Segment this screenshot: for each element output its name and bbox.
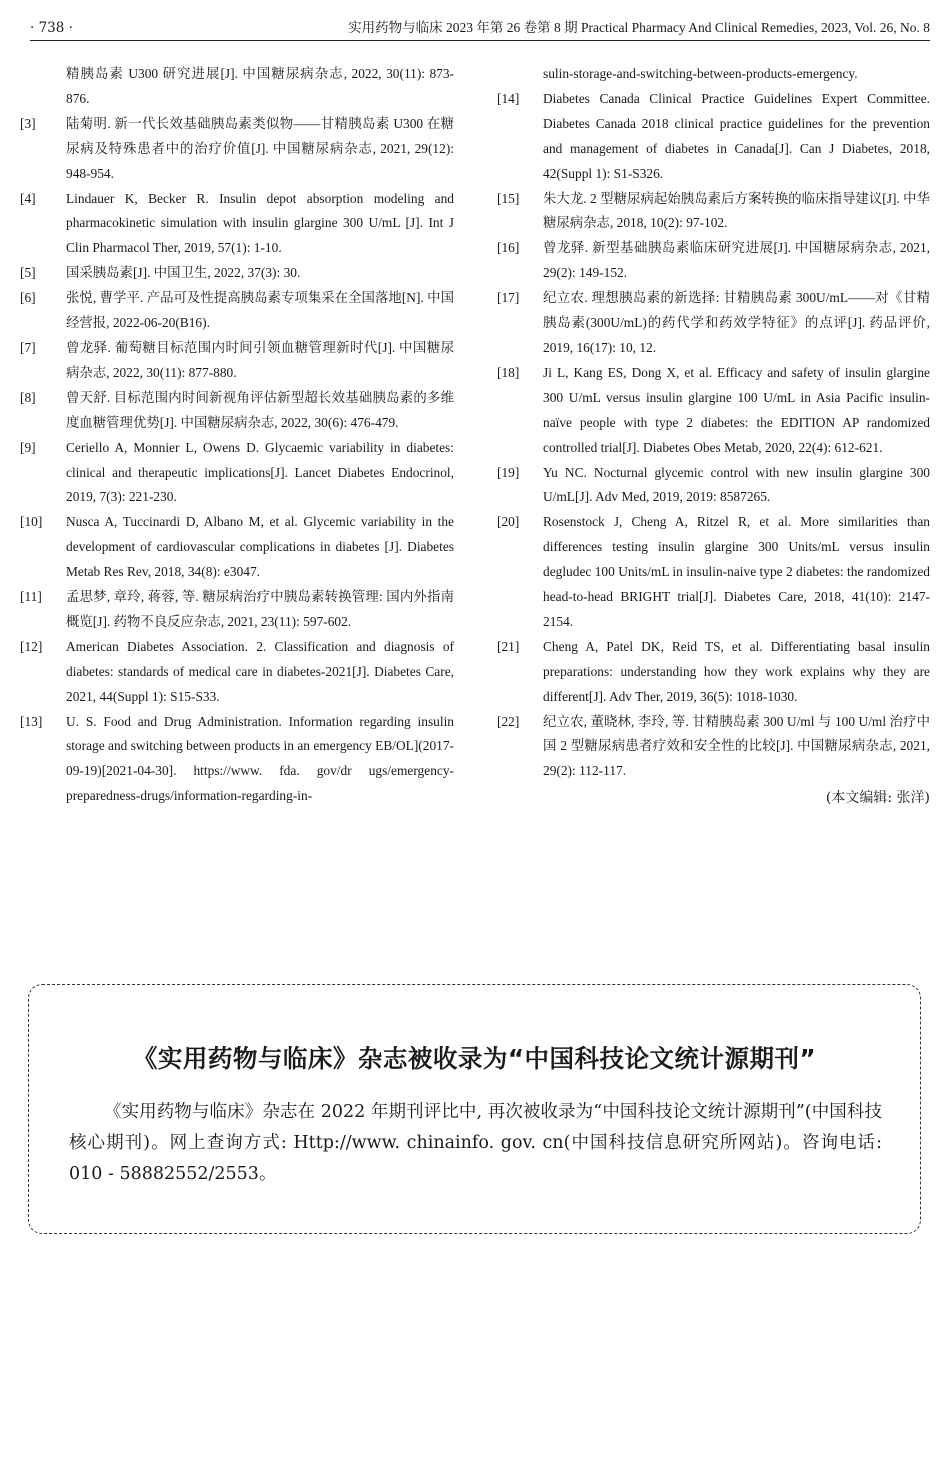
reference-item [497,510,930,635]
page-header [30,18,930,41]
notice-body: 《实用药物与临床》杂志在 2022 年期刊评比中, 再次被收录为“中国科技论文统计源期刊”(中国科技核心期刊)。网上查询方式: Http://www. chinainfo. gov. cn(中国科技信息研究所网站)。咨询电话: 010 - 58882552/2553。 [69,1102,882,1184]
reference-text: Lindauer K, Becker R. Insulin depot absorption modeling and pharmacokinetic simulation with insulin glargine 300 U/mL [J]. Int J Clin Pharmacol Ther, 2019, 57(1): 1-10. [66,190,454,256]
reference-number: [3] [20,115,36,131]
reference-text: sulin-storage-and-switching-between-products-emergency. [543,66,858,81]
reference-text: 朱大龙. 2 型糖尿病起始胰岛素后方案转换的临床指导建议[J]. 中华糖尿病杂志, 2018, 10(2): 97-102. [543,190,930,231]
reference-number: [10] [20,514,43,530]
editor-note: (本文编辑: 张洋) [825,790,930,807]
running-head: 实用药物与临床 2023 年第 26 卷第 8 期 Practical Pharmacy And Clinical Remedies, 2023, Vol. 26, No. 8 [348,20,930,35]
reference-text: 纪立农. 理想胰岛素的新选择: 甘精胰岛素 300U/mL——对《甘精胰岛素(300U/mL)的药代学和药效学特征》的点评[J]. 药品评价, 2019, 16(17): 10, 12. [543,290,930,355]
reference-text: Nusca A, Tuccinardi D, Albano M, et al. Glycemic variability in the development of cardiovascular complications in diabetes [J]. Diabetes Metab Res Rev, 2018, 34(8): e3047. [66,514,454,580]
reference-item [20,585,454,635]
reference-number: [5] [20,265,36,281]
reference-item [20,187,454,262]
reference-number: [4] [20,190,36,206]
right-column [497,62,930,810]
reference-text: 曾天舒. 目标范围内时间新视角评估新型超长效基础胰岛素的多维度血糖管理优势[J]. 中国糖尿病杂志, 2022, 30(6): 476-479. [66,389,454,430]
reference-number: [13] [20,713,43,729]
reference-item [497,87,930,187]
reference-continuation [497,62,930,87]
reference-text: 纪立农, 董晓林, 李玲, 等. 甘精胰岛素 300 U/ml 与 100 U/ml 治疗中国 2 型糖尿病患者疗效和安全性的比较[J]. 中国糖尿病杂志, 2021, 29(2): 112-117. [543,713,930,779]
reference-item [20,112,454,187]
reference-item [20,710,454,810]
reference-item [20,386,454,436]
page-number: · 738 · [30,20,73,36]
reference-item [20,286,454,336]
reference-number: [12] [20,638,43,654]
journal-notice-box [28,984,921,1234]
notice-title: 《实用药物与临床》杂志被收录为“中国科技论文统计源期刊” [132,1044,817,1073]
reference-text: Cheng A, Patel DK, Reid TS, et al. Differentiating basal insulin preparations: understanding how they work explains why they are different[J]. Adv Ther, 2019, 36(5): 1018-1030. [543,638,930,704]
reference-item [497,286,930,361]
reference-text: 孟思梦, 章玲, 蒋蓉, 等. 糖尿病治疗中胰岛素转换管理: 国内外指南概览[J]. 药物不良反应杂志, 2021, 23(11): 597-602. [66,589,454,629]
reference-item [20,635,454,710]
reference-item [497,710,930,785]
reference-item [20,261,454,286]
reference-item [497,635,930,710]
reference-number: [17] [497,290,520,306]
reference-number: [11] [20,589,42,605]
reference-number: [18] [497,364,520,380]
reference-text: Ji L, Kang ES, Dong X, et al. Efficacy and safety of insulin glargine 300 U/mL versus insulin glargine 100 U/mL in Asia Pacific insulin-naïve people with type 2 diabetes: the EDITION AP randomized controlled trial[J]. Diabetes Obes Metab, 2020, 22(4): 612-621. [543,364,930,455]
reference-text: 精胰岛素 U300 研究进展[J]. 中国糖尿病杂志, 2022, 30(11): 873-876. [66,66,454,106]
reference-number: [15] [497,190,520,206]
reference-text: American Diabetes Association. 2. Classification and diagnosis of diabetes: standards of medical care in diabetes-2021[J]. Diabetes Care, 2021, 44(Suppl 1): S15-S33. [66,638,454,704]
reference-number: [22] [497,713,520,729]
reference-text: 张悦, 曹学平. 产品可及性提高胰岛素专项集采在全国落地[N]. 中国经营报, 2022-06-20(B16). [66,290,454,331]
reference-item [497,361,930,461]
reference-number: [14] [497,90,520,106]
reference-item [497,187,930,237]
reference-number: [6] [20,290,36,306]
reference-number: [16] [497,240,520,256]
reference-number: [9] [20,439,36,455]
reference-item [20,510,454,585]
reference-text: 国采胰岛素[J]. 中国卫生, 2022, 37(3): 30. [66,265,301,281]
reference-item [20,336,454,386]
reference-text: 陆菊明. 新一代长效基础胰岛素类似物——甘精胰岛素 U300 在糖尿病及特殊患者中的治疗价值[J]. 中国糖尿病杂志, 2021, 29(12): 948-954. [66,115,454,181]
reference-number: [8] [20,389,36,405]
reference-number: [20] [497,514,520,530]
reference-item [497,236,930,286]
reference-text: Ceriello A, Monnier L, Owens D. Glycaemic variability in diabetes: clinical and therapeutic implications[J]. Lancet Diabetes Endocrinol, 2019, 7(3): 221-230. [66,439,454,505]
left-column [20,62,454,809]
reference-text: 曾龙驿. 新型基础胰岛素临床研究进展[J]. 中国糖尿病杂志, 2021, 29(2): 149-152. [543,240,930,281]
reference-continuation [20,62,454,112]
reference-text: U. S. Food and Drug Administration. Information regarding insulin storage and switching between products in an emergency EB/OL](2017-09-19)[2021-04-30]. https://www. fda. gov/dr ugs/emergency-preparedness-drugs/information-regarding-in- [66,713,454,804]
reference-text: Diabetes Canada Clinical Practice Guidelines Expert Committee. Diabetes Canada 2018 clinical practice guidelines for the prevention and management of diabetes in Canada[J]. Can J Diabetes, 2018, 42(Suppl 1): S1-S326. [543,90,930,181]
reference-text: 曾龙驿. 葡萄糖目标范围内时间引领血糖管理新时代[J]. 中国糖尿病杂志, 2022, 30(11): 877-880. [66,339,454,380]
reference-number: [21] [497,638,520,654]
reference-text: Yu NC. Nocturnal glycemic control with new insulin glargine 300 U/mL[J]. Adv Med, 2019, 2019: 8587265. [543,464,930,505]
reference-item [20,436,454,511]
reference-number: [19] [497,464,520,480]
reference-text: Rosenstock J, Cheng A, Ritzel R, et al. More similarities than differences testing insulin glargine 300 Units/mL versus insulin degludec 100 Units/mL in insulin-naive type 2 diabetes: the randomized head-to-head BRIGHT trial[J]. Diabetes Care, 2018, 41(10): 2147-2154. [543,514,930,629]
reference-item [497,461,930,511]
reference-number: [7] [20,339,36,355]
